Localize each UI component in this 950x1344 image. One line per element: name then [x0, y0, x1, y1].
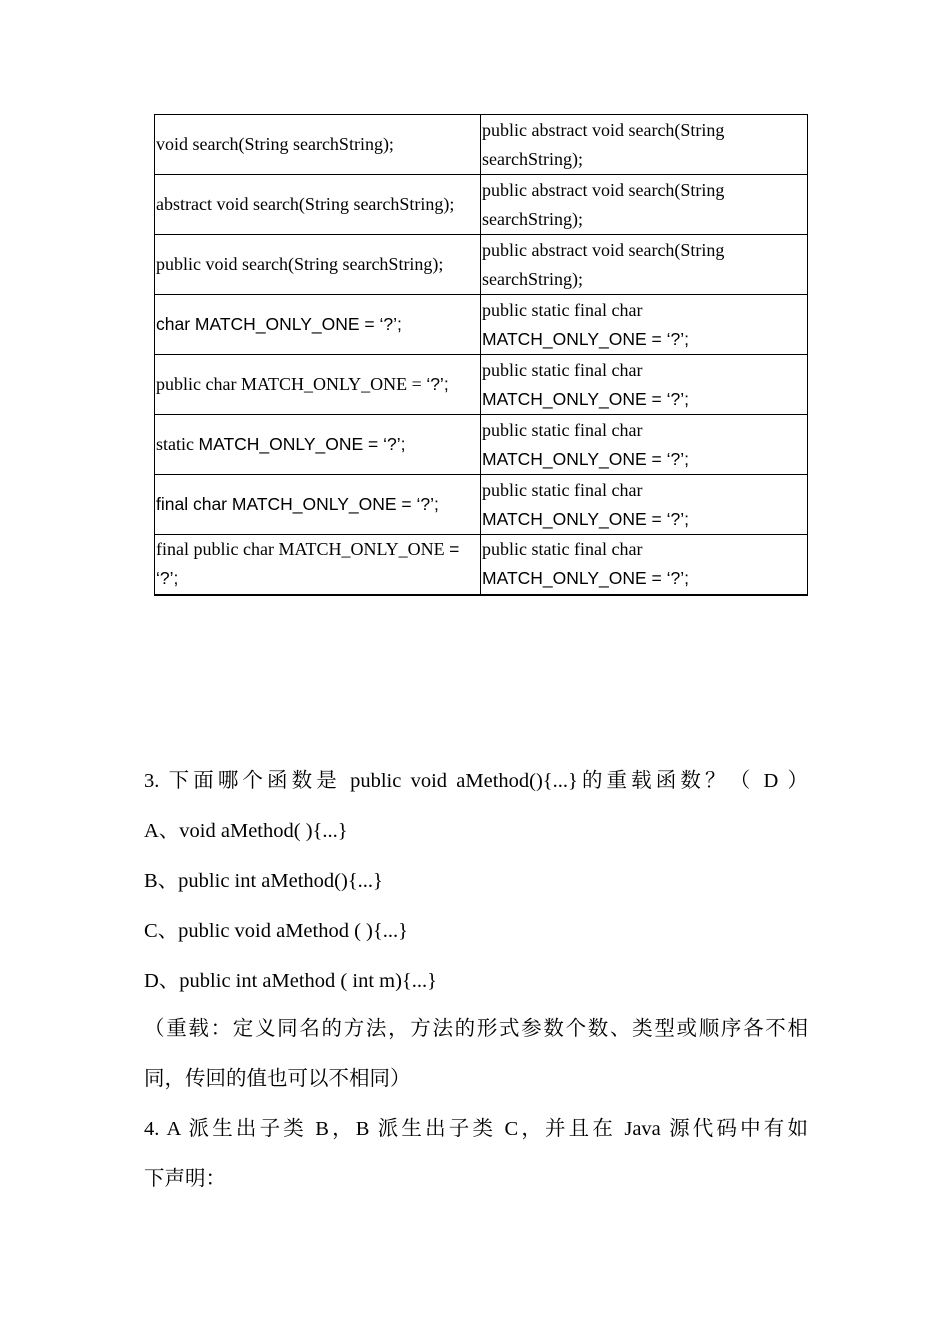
original-declaration-cell	[155, 535, 481, 595]
cell-text-segment: public static final char	[482, 479, 643, 500]
original-declaration-cell	[155, 295, 481, 355]
table-row	[155, 415, 808, 475]
declaration-comparison-table	[154, 114, 808, 596]
cell-text-segment: MATCH_ONLY_ONE = ‘?’;	[482, 388, 689, 409]
cell-text-segment: public static final char	[482, 299, 643, 320]
original-declaration-cell	[155, 175, 481, 235]
cell-text-segment: public static final char	[482, 419, 643, 440]
original-declaration-cell	[155, 115, 481, 175]
original-declaration-cell	[155, 355, 481, 415]
question-3-option-c: C、public void aMethod ( ){...}	[144, 920, 408, 942]
cell-text-segment: char MATCH_ONLY_ONE = ‘?’;	[156, 314, 402, 334]
table-body	[155, 115, 808, 595]
cell-text-segment: public void search(String searchString);	[156, 254, 444, 274]
cell-text-segment: public abstract void search(String searchString);	[482, 239, 725, 289]
cell-text-segment: public char MATCH_ONLY_ONE =	[156, 374, 427, 394]
question-3-note-line-1: （重载：定义同名的方法，方法的形式参数个数、类型或顺序各不相	[144, 1018, 808, 1040]
equivalent-declaration-cell	[481, 235, 808, 295]
cell-text-segment: MATCH_ONLY_ONE = ‘?’;	[198, 434, 406, 454]
table-row	[155, 355, 808, 415]
equivalent-declaration-cell	[481, 475, 808, 535]
cell-text-segment: = ‘?’;	[156, 539, 460, 589]
cell-text-segment: public static final char	[482, 359, 643, 380]
table-row	[155, 475, 808, 535]
cell-text-segment: public static final char	[482, 539, 643, 560]
question-3-stem: 3. 下面哪个函数是 public void aMethod(){...}的重载函数？（ D ）	[144, 770, 808, 792]
cell-text-segment: ‘?’;	[426, 374, 449, 394]
equivalent-declaration-cell	[481, 355, 808, 415]
cell-text-segment: void search(String searchString);	[156, 134, 394, 154]
table-row	[155, 235, 808, 295]
equivalent-declaration-cell	[481, 115, 808, 175]
equivalent-declaration-cell	[481, 535, 808, 595]
question-3-note-line-2: 同，传回的值也可以不相同）	[144, 1068, 411, 1090]
question-3-option-b: B、public int aMethod(){...}	[144, 870, 383, 892]
cell-text-segment: MATCH_ONLY_ONE = ‘?’;	[482, 568, 689, 589]
equivalent-declaration-cell	[481, 415, 808, 475]
cell-text-segment: static	[156, 434, 199, 454]
cell-text-segment: MATCH_ONLY_ONE = ‘?’;	[482, 328, 689, 349]
cell-text-segment: abstract void search(String searchString);	[156, 194, 455, 214]
question-3-option-a: A、void aMethod( ){...}	[144, 820, 348, 842]
question-3-option-d: D、public int aMethod ( int m){...}	[144, 970, 437, 992]
cell-text-segment: public abstract void search(String searchString);	[482, 179, 725, 229]
equivalent-declaration-cell	[481, 175, 808, 235]
table-row	[155, 295, 808, 355]
equivalent-declaration-cell	[481, 295, 808, 355]
cell-text-segment: public abstract void search(String searchString);	[482, 119, 725, 169]
original-declaration-cell	[155, 475, 481, 535]
question-4-line-1: 4. A 派生出子类 B，B 派生出子类 C，并且在 Java 源代码中有如	[144, 1118, 808, 1140]
cell-text-segment: final public char MATCH_ONLY_ONE	[156, 539, 450, 560]
question-4-line-2: 下声明：	[144, 1168, 226, 1190]
table-row	[155, 535, 808, 595]
cell-text-segment: MATCH_ONLY_ONE = ‘?’;	[482, 448, 689, 469]
table-row	[155, 175, 808, 235]
cell-text-segment: final char MATCH_ONLY_ONE = ‘?’;	[156, 494, 439, 514]
table-row	[155, 115, 808, 175]
original-declaration-cell	[155, 415, 481, 475]
original-declaration-cell	[155, 235, 481, 295]
cell-text-segment: MATCH_ONLY_ONE = ‘?’;	[482, 508, 689, 529]
